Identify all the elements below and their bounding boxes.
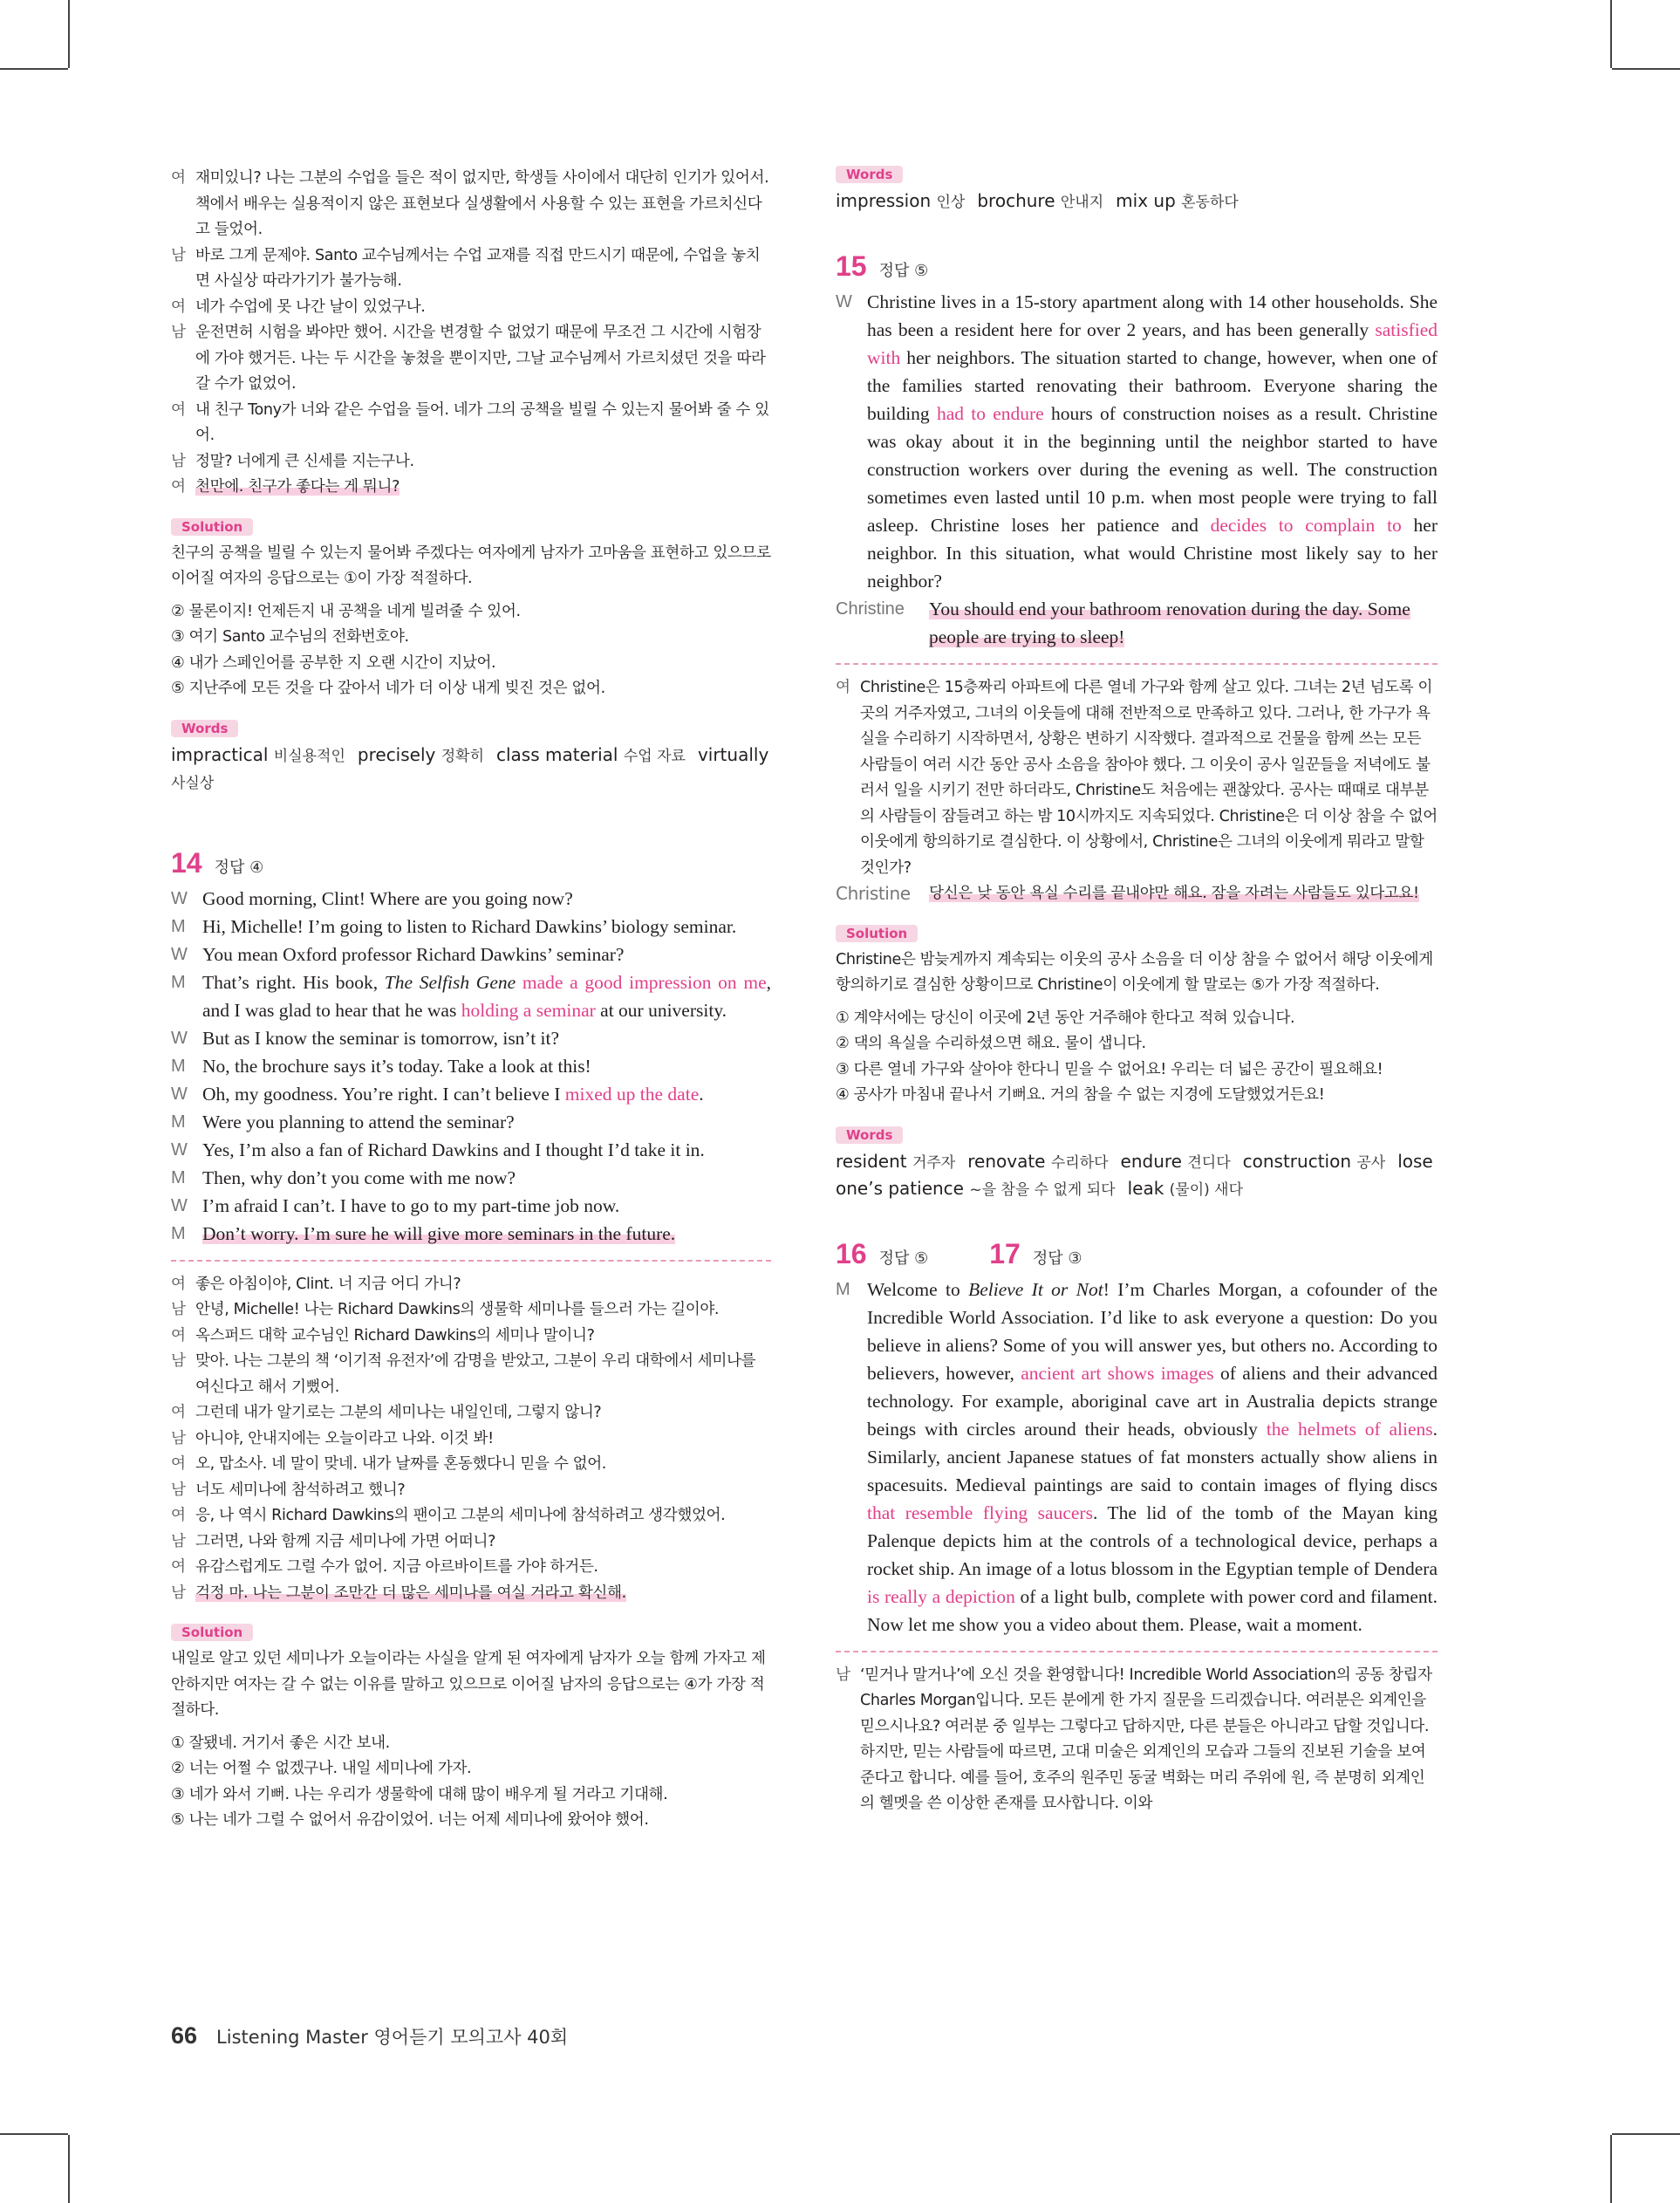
dialog-line (171, 1324, 771, 1350)
vocab-meaning: 거주자 (912, 1153, 956, 1172)
dialog-line (171, 1052, 771, 1080)
dialog-text-part: That’s right. His book, (202, 971, 385, 993)
dialog-text (195, 1555, 771, 1581)
dialog-line (171, 166, 771, 243)
vocab-meaning: 안내지 (1060, 194, 1104, 211)
dialog-text (202, 1164, 771, 1192)
speaker-label: 남 (171, 324, 186, 341)
solution-badge: Solution (836, 925, 918, 942)
passage-part: . Similarly, ancient Japanese statues of fat monsters actually show aliens in spacesuits. Medieval paintings are said to contain images of flying discs (867, 1418, 1438, 1495)
passage-text (867, 288, 1438, 595)
dialog-line (171, 1108, 771, 1136)
solution-badge: Solution (171, 1624, 253, 1641)
vocab-word: endure (1120, 1150, 1188, 1172)
dialog-line (171, 295, 771, 321)
english-passage-15 (836, 288, 1438, 595)
speaker-label: M (171, 972, 186, 992)
divider (836, 1651, 1438, 1652)
dialog-text-content: 응, 나 역시 Richard Dawkins의 팬이고 그분의 세미나에 참석하려고 생각했었어. (195, 1507, 726, 1524)
vocab-meaning: 사실상 (171, 774, 215, 792)
answer-option: ③ 다른 열네 가구와 살아야 한다니 믿을 수 없어요! 우리는 더 넓은 공간이 필요해요! (836, 1060, 1383, 1078)
dialog-text (195, 1426, 771, 1453)
words-15 (836, 1149, 1438, 1203)
vocab-word: leak (1127, 1177, 1170, 1199)
passage-text (867, 1276, 1438, 1639)
speaker-label: M (171, 1223, 186, 1243)
options-15 (836, 1006, 1438, 1109)
speaker-label: Christine (836, 599, 905, 619)
dialog-line (171, 1581, 771, 1607)
speaker-label: 남 (836, 1666, 850, 1684)
passage-part: Believe It or Not (968, 1278, 1103, 1300)
question-14-header (171, 847, 771, 879)
solution-13-text: 친구의 공책을 빌릴 수 있는지 물어봐 주겠다는 여자에게 남자가 고마움을 표현하고 있으므로 이어질 여자의 응답으로는 ①이 가장 적절하다. (171, 544, 771, 587)
passage-part: ancient art shows images (1021, 1362, 1214, 1384)
vocab-meaning: 수업 자료 (623, 747, 686, 765)
dialog-text-content: I’m afraid I can’t. I have to go to my part-time job now. (202, 1194, 620, 1216)
dialog-text (202, 1220, 771, 1248)
crop-mark (68, 0, 70, 68)
dialog-text (202, 1052, 771, 1080)
dialog-text (202, 913, 771, 941)
vocab-meaning: 정확히 (440, 747, 484, 765)
dialog-text (195, 475, 771, 501)
left-column (171, 166, 771, 1834)
speaker-label: 여 (171, 298, 186, 316)
highlighted-answer: You should end your bathroom renovation during the day. Some people are trying to sleep! (929, 599, 1410, 647)
crop-mark (0, 2133, 68, 2135)
speaker-label: W (171, 1139, 188, 1160)
passage-part: had to endure (936, 403, 1044, 424)
speaker-label: Christine (836, 883, 911, 904)
dialog-text-part: made a good impression on me (522, 971, 767, 993)
passage-part: her neighbors. The situation started to change, however, when one of the families started renovating their bathroom. Everyone sharing the building (867, 347, 1438, 424)
dialog-text-content: 안녕, Michelle! 나는 Richard Dawkins의 생물학 세미나를 들으러 가는 길이야. (195, 1301, 720, 1318)
passage-part: of a light bulb, complete with power cord and filament. Now let me show you a video about them. Please, wait a moment. (867, 1585, 1438, 1635)
answer-option: ⑤ 지난주에 모든 것을 다 갚아서 네가 더 이상 내게 빚진 것은 없어. (171, 680, 605, 697)
answer-option: ③ 네가 와서 기뻐. 나는 우리가 생물학에 대해 많이 배우게 될 거라고 기대해. (171, 1785, 668, 1803)
dialog-text (202, 1080, 771, 1108)
dialog-text-content: 너도 세미나에 참석하려고 했니? (195, 1481, 406, 1499)
options-14 (171, 1731, 771, 1834)
speaker-label: M (171, 1056, 186, 1076)
speaker-label: M (171, 1167, 186, 1187)
dialog-line (171, 1349, 771, 1400)
dialog-line (171, 1452, 771, 1478)
speaker-label: 여 (171, 1507, 186, 1524)
passage-part: hours of construction noises as a result. Christine was okay about it in the beginning until the neighbor started to have construction workers over during the evening as well. The construction sometimes even lasted until 10 p.m. when most people were trying to fall asleep. Christine loses her patience and (867, 403, 1438, 536)
dialog-text (202, 968, 771, 1024)
speaker-label: 여 (171, 169, 186, 187)
passage-part: the helmets of aliens (1266, 1418, 1433, 1440)
dialog-text (195, 295, 771, 321)
answer-option: ② 댁의 욕실을 수리하셨으면 해요. 물이 샙니다. (836, 1035, 1146, 1052)
speaker-label: W (171, 944, 188, 964)
dialog-line (171, 398, 771, 449)
dialog-text (195, 1503, 771, 1529)
dialog-text (195, 449, 771, 475)
passage-part: of aliens and their advanced technology. For example, aboriginal cave art in Australia depicts strange beings with circles around their heads, obviously (867, 1362, 1438, 1440)
vocab-word: impression (836, 190, 937, 211)
vocab-meaning: 비실용적인 (273, 747, 345, 765)
dialog-line (171, 1136, 771, 1164)
dialog-text-content: 걱정 마. 나는 그분이 조만간 더 많은 세미나를 여실 거라고 확신해. (195, 1584, 626, 1602)
dialog-line (171, 1529, 771, 1556)
words-14 (836, 188, 1438, 216)
speaker-label: 남 (171, 452, 186, 470)
speaker-label: 여 (171, 1326, 186, 1344)
dialog-text-part: mixed up the date (564, 1083, 700, 1105)
solution-14-text: 내일로 알고 있던 세미나가 오늘이라는 사실을 알게 된 여자에게 남자가 오늘 함께 가자고 제안하지만 여자는 갈 수 없는 이유를 말하고 있으므로 이어질 남자의 응답으로는 ④가 가장 적절하다. (171, 1650, 766, 1719)
answer-option: ③ 여기 Santo 교수님의 전화번호야. (171, 628, 409, 646)
dialog-text (202, 1024, 771, 1052)
korean-passage-15 (836, 675, 1438, 881)
dialog-text-part: The Selfish Gene (384, 971, 516, 993)
dialog-text-content: 네가 수업에 못 나간 날이 있었구나. (195, 298, 426, 316)
dialog-text (195, 1529, 771, 1556)
speaker-label: W (171, 888, 188, 908)
korean-passage-16 (836, 1663, 1438, 1817)
answer-option: ① 잘됐네. 거기서 좋은 시간 보내. (171, 1734, 390, 1752)
dialog-text-content: 맞아. 나는 그분의 책 ‘이기적 유전자’에 감명을 받았고, 그분이 우리 대학에서 세미나를 여신다고 해서 기뻤어. (195, 1352, 756, 1396)
answer-option: ① 계약서에는 당신이 이곳에 2년 동안 거주해야 한다고 적혀 있습니다. (836, 1009, 1295, 1027)
dialog-text-content: Good morning, Clint! Where are you going now? (202, 887, 573, 909)
dialog-line (171, 1478, 771, 1504)
answer-option: ④ 내가 스페인어를 공부한 지 오랜 시간이 지났어. (171, 653, 496, 672)
vocab-word: virtually (697, 743, 769, 765)
speaker-label: W (171, 1028, 188, 1048)
speaker-label: 여 (171, 1558, 186, 1576)
dialog-text-content: 오, 맙소사. 네 말이 맞네. 내가 날짜를 혼동했다니 믿을 수 없어. (195, 1455, 606, 1473)
vocab-word: impractical (171, 743, 274, 765)
answer-label: 정답 ③ (1032, 1249, 1082, 1268)
vocab-meaning: 견디다 (1187, 1153, 1231, 1172)
answer-option: ② 물론이지! 언제든지 내 공책을 네게 빌려줄 수 있어. (171, 602, 521, 620)
dialog-line (171, 1297, 771, 1324)
dialog-line (171, 1555, 771, 1581)
divider (836, 663, 1438, 665)
vocab-word: renovate (967, 1150, 1051, 1172)
crop-mark (68, 2135, 70, 2203)
crop-mark (1610, 2135, 1612, 2203)
speaker-label: W (171, 1084, 188, 1104)
dialog-line (171, 320, 771, 398)
speaker-label: 여 (836, 679, 850, 696)
dialog-text (195, 1478, 771, 1504)
dialog-text-content: Yes, I’m also a fan of Richard Dawkins and I thought I’d take it in. (202, 1139, 705, 1160)
page-number: 66 (171, 2022, 198, 2049)
answer-label: 정답 ⑤ (878, 1249, 929, 1268)
dialog-line (171, 1400, 771, 1426)
dialog-line (171, 913, 771, 941)
passage-part: ! I’m Charles Morgan, a cofounder of the Incredible World Association. I’d like to ask everyone a question: Do you believe in aliens? Some of you will answer yes, but others no. According to believers, however, (867, 1278, 1438, 1384)
dialog-text-content: Don’t worry. I’m sure he will give more seminars in the future. (202, 1222, 676, 1244)
dialog-text-content: 운전면허 시험을 봐야만 했어. 시간을 변경할 수 없었기 때문에 무조건 그 시간에 시험장에 가야 했거든. 나는 두 시간을 놓쳤을 뿐이지만, 그날 교수님께서 가르치셨던 것을 따라갈 수가 없었어. (195, 324, 766, 393)
question-number: 17 (989, 1237, 1021, 1269)
dialog-text-content: You mean Oxford professor Richard Dawkins’ seminar? (202, 943, 625, 965)
options-13 (171, 599, 771, 702)
dialog-line (171, 1426, 771, 1453)
answer-option: ⑤ 나는 네가 그럴 수 없어서 유감이었어. 너는 어제 세미나에 왔어야 했어. (171, 1811, 649, 1829)
dialog-text-part: holding a seminar (461, 999, 596, 1021)
korean-dialog-14 (171, 1272, 771, 1607)
dialog-line (171, 449, 771, 475)
dialog-text (202, 885, 771, 913)
dialog-line (171, 1192, 771, 1220)
dialog-text-content: 유감스럽게도 그럴 수가 없어. 지금 아르바이트를 가야 하거든. (195, 1558, 598, 1576)
vocab-word: lose one’s patience (836, 1150, 1433, 1199)
speaker-label: 남 (171, 1584, 186, 1602)
solution-15-text: Christine은 밤늦게까지 계속되는 이웃의 공사 소음을 더 이상 참을 수 없어서 해당 이웃에게 항의하기로 결심한 상황이므로 Christine이 이웃에게 할 말로는 ⑤가 가장 적절하다. (836, 950, 1433, 994)
dialog-text (195, 243, 771, 295)
book-title: Listening Master 영어듣기 모의고사 40회 (216, 2027, 569, 2048)
vocab-word: resident (836, 1150, 912, 1172)
words-13 (171, 742, 771, 797)
vocab-meaning: 혼동하다 (1181, 194, 1239, 211)
dialog-line (171, 1080, 771, 1108)
dialog-text (202, 1136, 771, 1164)
passage-part: Christine lives in a 15-story apartment along with 14 other households. She has been a resident here for over 2 years, and has been generally (867, 291, 1438, 340)
vocab-meaning: ~을 참을 수 없게 되다 (969, 1180, 1116, 1199)
dialog-text (195, 398, 771, 449)
passage-part: that resemble flying saucers (867, 1502, 1093, 1523)
vocab-meaning: 수리하다 (1050, 1153, 1109, 1172)
speaker-label: 여 (171, 1404, 186, 1421)
dialog-text-content: 바로 그게 문제야. Santo 교수님께서는 수업 교재를 직접 만드시기 때문에, 수업을 놓치면 사실상 따라가기가 불가능해. (195, 246, 761, 290)
speaker-label: 남 (171, 1301, 186, 1318)
dialog-text-content: 천만에. 친구가 좋다는 게 뭐니? (195, 478, 400, 496)
question-number: 15 (836, 250, 867, 282)
speaker-label: M (171, 916, 186, 936)
vocab-meaning: 공사 (1356, 1153, 1386, 1172)
speaker-label: 남 (171, 1532, 186, 1550)
speaker-label: 여 (171, 400, 186, 419)
passage-part: Welcome to (867, 1278, 969, 1300)
passage-part: . The lid of the tomb of the Mayan king Palenque depicts him at the controls of a technological device, perhaps a rocket ship. An image of a lotus blossom in the Egyptian temple of Dendera (867, 1502, 1438, 1579)
crop-mark (1612, 2133, 1680, 2135)
question-15-header (836, 250, 1438, 283)
speaker-label: 남 (171, 246, 186, 264)
dialog-line (171, 475, 771, 501)
passage-part: satisfied with (867, 319, 1438, 368)
dialog-line (171, 941, 771, 968)
crop-mark (0, 68, 68, 70)
vocab-meaning: (물이) 새다 (1169, 1180, 1244, 1199)
dialog-line (171, 1024, 771, 1052)
dialog-text-content: 그런데 내가 알기로는 그분의 세미나는 내일인데, 그렇지 않니? (195, 1404, 602, 1421)
passage-text: Christine은 15층짜리 아파트에 다른 열네 가구와 함께 살고 있다. 그녀는 2년 넘도록 이곳의 거주자였고, 그녀의 이웃들에 대해 전반적으로 만족하고 있다. 그러나, 한 가구가 욕실을 수리하기 시작하면서, 상황은 변하기 시작했다. 결과적으로 건물을 함께 쓰는 모든 사람들이 여러 시간 동안 공사 소음을 참아야 했다. 그 이웃이 공사 일꾼들을 저녁에도 불러서 일을 시키기 전만 하더라도, Christine도 처음에는 괜찮았다. 공사는 때때로 대부분의 사람들이 잠들려고 하는 밤 10시까지도 지속되었다. Christine은 더 이상 참을 수 없어 이웃에게 항의하기로 결심한다. 이 상황에서, Christine은 그녀의 이웃에게 뭐라고 말할 것인가? (860, 679, 1438, 877)
dialog-text (202, 941, 771, 968)
answer-option: ④ 공사가 마침내 끝나서 기뻐요. 거의 참을 수 없는 지경에 도달했었거든요! (836, 1086, 1325, 1104)
english-dialog-14 (171, 885, 771, 1248)
dialog-text-content: 내 친구 Tony가 너와 같은 수업을 들어. 네가 그의 공책을 빌릴 수 있는지 물어봐 줄 수 있어. (195, 400, 769, 444)
passage-part: her neighbor. In this situation, what would Christine most likely say to her neighbor? (867, 515, 1438, 592)
vocab-word: brochure (977, 190, 1061, 211)
speaker-label: 남 (171, 1429, 186, 1447)
vocab-word: construction (1242, 1150, 1357, 1172)
answer-label: 정답 ⑤ (878, 262, 929, 280)
english-passage-16 (836, 1276, 1438, 1639)
dialog-text (195, 1400, 771, 1426)
dialog-line (171, 968, 771, 1024)
dialog-line (171, 1164, 771, 1192)
korean-dialog-13 (171, 166, 771, 501)
vocab-word: precisely (357, 743, 441, 765)
dialog-line (171, 243, 771, 295)
dialog-text (195, 1324, 771, 1350)
dialog-line (171, 885, 771, 913)
question-number: 16 (836, 1237, 867, 1269)
page-footer (171, 2022, 568, 2049)
dialog-text (202, 1108, 771, 1136)
speaker-label: W (836, 292, 852, 311)
dialog-text-part: Oh, my goodness. You’re right. I can’t believe I (202, 1083, 565, 1105)
crop-mark (1610, 0, 1612, 68)
vocab-meaning: 인상 (936, 194, 966, 211)
vocab-word: class material (496, 743, 624, 765)
dialog-text-content: Were you planning to attend the seminar? (202, 1111, 515, 1132)
dialog-text-part: at our university. (595, 999, 727, 1021)
dialog-text-part: , and I was glad to hear that he was (202, 971, 772, 1021)
highlighted-answer: 당신은 낮 동안 욕실 수리를 끝내야만 해요. 잠을 자려는 사람들도 있다고요! (929, 885, 1419, 902)
words-badge: Words (836, 1126, 903, 1144)
answer-label: 정답 ④ (214, 858, 264, 877)
dialog-text-part: . (699, 1083, 704, 1105)
speaker-label: 남 (171, 1352, 186, 1370)
words-badge: Words (836, 166, 903, 183)
dialog-line (171, 1272, 771, 1298)
dialog-text (195, 320, 771, 398)
speaker-label: 여 (171, 1455, 186, 1473)
dialog-line (171, 1220, 771, 1248)
dialog-text-content: 좋은 아침이야, Clint. 너 지금 어디 가니? (195, 1275, 461, 1293)
solution-badge: Solution (171, 518, 253, 536)
dialog-text-content: 그러면, 나와 함께 지금 세미나에 가면 어떠니? (195, 1532, 496, 1550)
words-badge: Words (171, 720, 238, 737)
speaker-label: M (836, 1279, 850, 1299)
dialog-text-content: Then, why don’t you come with me now? (202, 1166, 516, 1188)
passage-part: is really a depiction (867, 1585, 1015, 1607)
speaker-label: 남 (171, 1481, 186, 1499)
speaker-label: 여 (171, 1275, 186, 1293)
passage-part: decides to complain to (1210, 515, 1402, 536)
dialog-text (202, 1192, 771, 1220)
speaker-label: 여 (171, 478, 186, 496)
korean-christine-response (836, 881, 1438, 907)
answer-option: ② 너는 어쩔 수 없겠구나. 내일 세미나에 가자. (171, 1760, 472, 1777)
dialog-text-content: 재미있니? 나는 그분의 수업을 들은 적이 없지만, 학생들 사이에서 대단히 인기가 있어서. 책에서 배우는 실용적이지 않은 표현보다 실생활에서 사용할 수 있는 표현을 가르치신다고 들었어. (195, 169, 769, 238)
right-column (836, 166, 1438, 1817)
dialog-line (171, 1503, 771, 1529)
dialog-text (195, 1297, 771, 1324)
question-number: 14 (171, 846, 202, 879)
speaker-label: M (171, 1112, 186, 1132)
dialog-text (195, 1581, 771, 1607)
dialog-text (195, 166, 771, 243)
passage-text: ‘믿거나 말거나’에 오신 것을 환영합니다! Incredible World Association의 공동 창립자 Charles Morgan입니다. 모든 분에게 한 가지 질문을 드리겠습니다. 여러분은 외계인을 믿으시나요? 여러분 중 일부는 그렇다고 답하지만, 다른 분들은 아니라고 답할 것입니다. 하지만, 믿는 사람들에 따르면, 고대 미술은 외계인의 모습과 그들의 진보된 기술을 보여 준다고 합니다. 예를 들어, 호주의 원주민 동굴 벽화는 머리 주위에 원, 즉 분명히 외계인의 헬멧을 쓴 이상한 존재를 묘사합니다. 이와 (860, 1666, 1432, 1812)
question-16-17-header (836, 1238, 1438, 1270)
dialog-text-part (516, 972, 522, 993)
dialog-text-content: 정말? 너에게 큰 신세를 지는구나. (195, 452, 414, 470)
dialog-text-content: But as I know the seminar is tomorrow, isn’t it? (202, 1027, 560, 1049)
dialog-text (195, 1272, 771, 1298)
dialog-text (195, 1452, 771, 1478)
speaker-label: W (171, 1195, 188, 1215)
divider (171, 1260, 771, 1262)
crop-mark (1612, 68, 1680, 70)
dialog-text-content: 아니야, 안내지에는 오늘이라고 나와. 이것 봐! (195, 1429, 494, 1447)
vocab-word: mix up (1116, 190, 1182, 211)
dialog-text-content: 옥스퍼드 대학 교수님인 Richard Dawkins의 세미나 말이니? (195, 1326, 595, 1344)
dialog-text (195, 1349, 771, 1400)
christine-response (836, 595, 1438, 651)
dialog-text-content: Hi, Michelle! I’m going to listen to Richard Dawkins’ biology seminar. (202, 915, 737, 937)
dialog-text-content: No, the brochure says it’s today. Take a look at this! (202, 1055, 591, 1077)
